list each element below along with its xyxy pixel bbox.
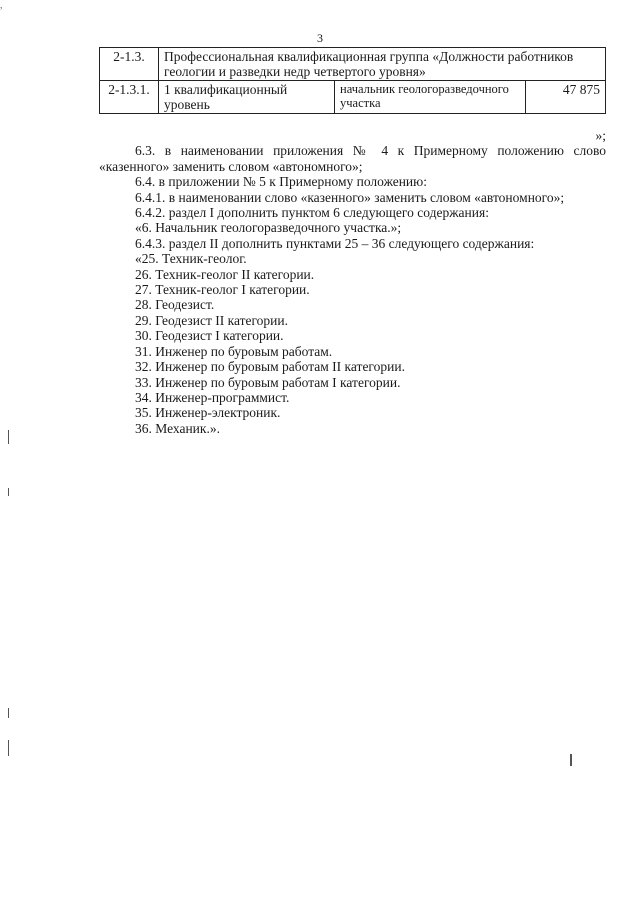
list-item: 34. Инженер-программист. [135,389,290,405]
scan-mark [8,430,9,444]
salary-table [99,47,606,114]
table-cell-level: 1 квалификационный уровень [159,81,335,114]
list-item: 35. Инженер-электроник. [135,405,281,421]
paragraph: 6.4.1. в наименовании слово «казенного» заменить словом «автономного»; [135,189,565,205]
page-number: 3 [317,31,323,45]
paragraph: «6. Начальник геологоразведочного участка.»; [135,220,402,236]
table-cell-group-name: Профессиональная квалификационная группа «Должности работников геологии и разведки недр четвертого уровня» [159,48,606,81]
list-item: «25. Техник-геолог. [135,251,247,267]
list-item: 33. Инженер по буровым работам I категории. [135,374,401,390]
list-item: 26. Техник-геолог II категории. [135,266,315,282]
scan-mark [570,754,572,766]
list-item: 32. Инженер по буровым работам II категории. [135,359,405,375]
table-cell-amount: 47 875 [526,81,606,114]
list-item: 36. Механик.». [135,420,220,436]
scan-mark [8,488,9,496]
document-body [99,128,606,436]
closing-quote: »; [595,128,606,143]
list-item: 28. Геодезист. [135,297,215,313]
scan-mark [8,740,9,756]
paragraph: 6.4.2. раздел I дополнить пунктом 6 следующего содержания: [135,205,489,221]
paragraph: 6.3. в наименовании приложения № 4 к Примерному положению слово «казенного» заменить словом «автономного»; [99,143,606,174]
table-cell-code: 2-1.3. [100,48,159,81]
table-cell-position: начальник геологоразведочного участка [335,81,526,114]
list-item: 31. Инженер по буровым работам. [135,343,333,359]
paragraph: 6.4. в приложении № 5 к Примерному положению: [135,174,427,190]
scan-mark [8,708,9,718]
list-item: 27. Техник-геолог I категории. [135,282,310,298]
table-row-level [100,81,606,114]
paragraph: 6.4.3. раздел II дополнить пунктами 25 – 36 следующего содержания: [135,235,535,251]
table-cell-code: 2-1.3.1. [100,81,159,114]
table-row-group [100,48,606,81]
list-item: 29. Геодезист II категории. [135,312,289,328]
list-item: 30. Геодезист I категории. [135,328,284,344]
scan-corner-mark: , [0,0,3,11]
